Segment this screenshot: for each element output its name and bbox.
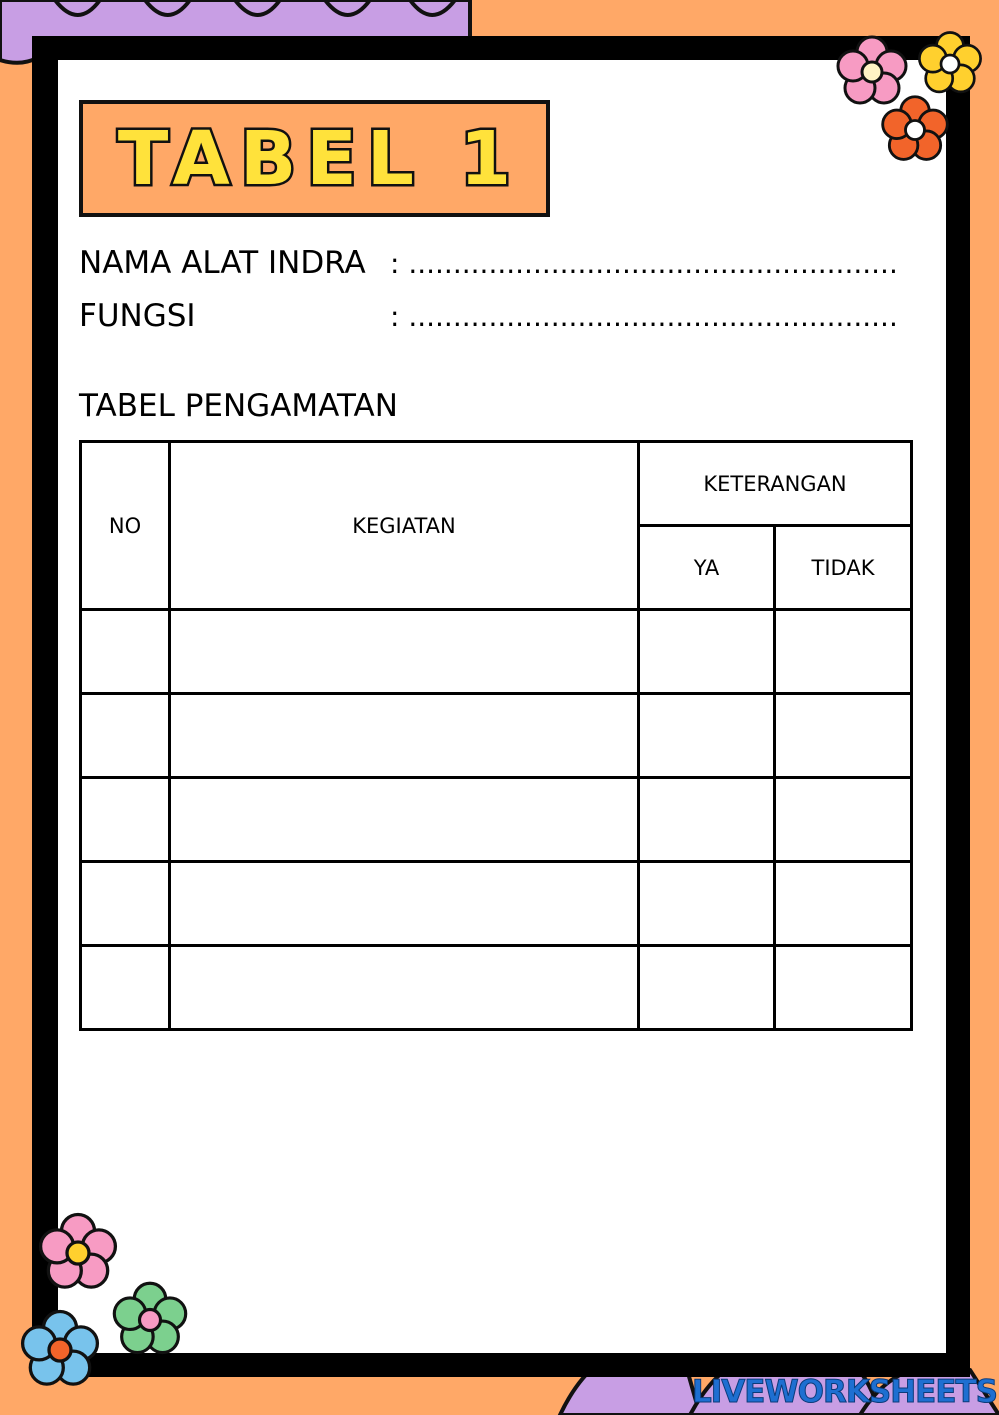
cell-no[interactable]	[81, 778, 170, 862]
header-remarks: KETERANGAN	[639, 442, 912, 526]
observation-table	[79, 440, 913, 1031]
page-title: TABEL 1	[117, 115, 522, 202]
watermark-logo: LIVEWORKSHEETS	[692, 1374, 997, 1410]
cell-activity[interactable]	[170, 694, 639, 778]
cell-no-option[interactable]	[775, 610, 912, 694]
cell-activity[interactable]	[170, 862, 639, 946]
cell-yes[interactable]	[639, 694, 775, 778]
cell-activity[interactable]	[170, 610, 639, 694]
field-function	[79, 298, 898, 334]
cell-no-option[interactable]	[775, 778, 912, 862]
table-row	[81, 778, 912, 862]
cell-yes[interactable]	[639, 946, 775, 1030]
cell-no[interactable]	[81, 946, 170, 1030]
cell-no[interactable]	[81, 610, 170, 694]
header-no: NO	[81, 442, 170, 610]
cell-no-option[interactable]	[775, 946, 912, 1030]
cell-yes[interactable]	[639, 778, 775, 862]
cell-activity[interactable]	[170, 946, 639, 1030]
field-sense-organ	[79, 245, 898, 281]
header-yes: YA	[639, 526, 775, 610]
header-activity: KEGIATAN	[170, 442, 639, 610]
field-blank[interactable]: : .......................................................	[390, 300, 898, 333]
cell-no-option[interactable]	[775, 862, 912, 946]
cell-no[interactable]	[81, 862, 170, 946]
header-no-option: TIDAK	[775, 526, 912, 610]
cell-yes[interactable]	[639, 610, 775, 694]
field-label: FUNGSI	[79, 298, 196, 334]
cell-activity[interactable]	[170, 778, 639, 862]
cell-no-option[interactable]	[775, 694, 912, 778]
table-row	[81, 694, 912, 778]
field-label: NAMA ALAT INDRA	[79, 245, 366, 281]
title-box	[79, 100, 550, 217]
table-row	[81, 862, 912, 946]
field-blank[interactable]: : .......................................................	[390, 247, 898, 280]
cell-no[interactable]	[81, 694, 170, 778]
cell-yes[interactable]	[639, 862, 775, 946]
table-row	[81, 946, 912, 1030]
table-row	[81, 610, 912, 694]
section-title: TABEL PENGAMATAN	[79, 388, 398, 424]
